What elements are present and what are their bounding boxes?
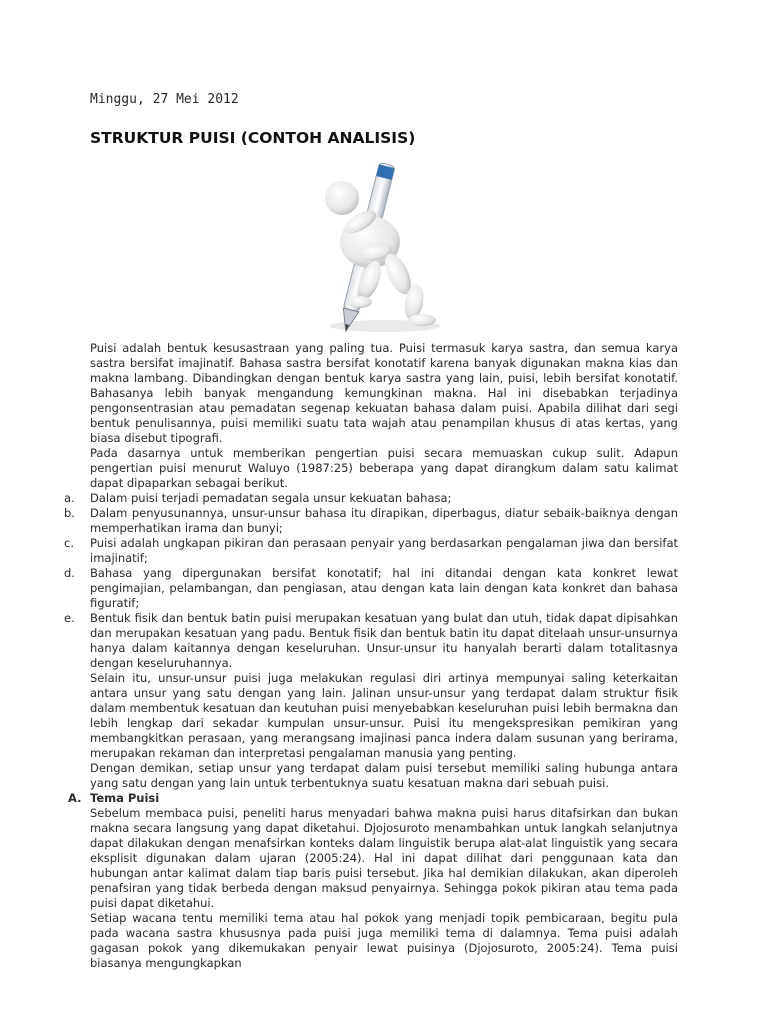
paragraph: Dengan demikan, setiap unsur yang terdapat dalam puisi tersebut memiliki saling hubunga antara yang satu dengan yang lain untuk terbentuknya suatu kesatuan makna dari sebuah puisi.	[90, 761, 678, 790]
list-item	[64, 566, 678, 611]
paragraph: Selain itu, unsur-unsur puisi juga melakukan regulasi diri artinya mempunyai saling keterkaitan antara unsur yang satu dengan yang lain. Jalinan unsur-unsur yang terdapat dalam struktur fisik dalam membentuk kesatuan dan keutuhan puisi menyebabkan keseluruhan puisi lebih bermakna dan lebih lengkap dari sekadar kumpulan unsur-unsur. Puisi itu mengekspresikan pemikiran yang membangkitkan perasaan, yang merangsang imajinasi panca indera dalam susunan yang berirama, merupakan rekaman dan interpretasi pengalaman manusia yang penting.	[90, 671, 678, 760]
definition-list	[64, 491, 678, 671]
list-item-text: Dalam puisi terjadi pemadatan segala unsur kekuatan bahasa;	[90, 491, 452, 505]
section-heading	[68, 791, 678, 806]
list-item-text: Bahasa yang dipergunakan bersifat konotatif; hal ini ditandai dengan kata konkret lewat pengimajian, pelambangan, dan pengiasan, atau dengan kata lain dengan kata konkret dan bahasa figuratif;	[90, 566, 678, 610]
paragraph: Setiap wacana tentu memiliki tema atau hal pokok yang menjadi topik pembicaraan, begitu pula pada wacana sastra khususnya pada puisi juga memiliki tema di dalamnya. Tema puisi adalah gagasan pokok yang dikemukakan penyair lewat puisinya (Djojosuroto, 2005:24). Tema puisi biasanya mengungkapkan	[90, 911, 678, 970]
paragraph: Sebelum membaca puisi, peneliti harus menyadari bahwa makna puisi harus ditafsirkan dan bukan makna secara langsung yang dapat diketahui. Djojosuroto menambahkan untuk langkah selanjutnya dapat dilakukan dengan menafsirkan konteks dalam linguistik berupa alat-alat linguistik yang secara eksplisit digunakan dalam ujaran (2005:24). Hal ini dapat dilihat dari penggunaan kata dan hubungan antar kalimat dalam tiap baris puisi tersebut. Jika hal demikian dilakukan, akan diperoleh penafsiran yang tidak berbeda dengan maksud penyairnya. Sehingga pokok pikiran atau tema pada puisi dapat diketahui.	[90, 806, 678, 910]
list-item-text: Dalam penyusunannya, unsur-unsur bahasa itu dirapikan, diperbagus, diatur sebaik-baiknya dengan memperhatikan irama dan bunyi;	[90, 506, 678, 535]
section-marker: A.	[68, 791, 82, 805]
list-item	[64, 506, 678, 536]
paragraph: Pada dasarnya untuk memberikan pengertian puisi secara memuaskan cukup sulit. Adapun pengertian puisi menurut Waluyo (1987:25) beberapa yang dapat dirangkum dalam satu kalimat dapat dipaparkan sebagai berikut.	[90, 446, 678, 490]
list-marker: b.	[64, 506, 75, 520]
page-title: STRUKTUR PUISI (CONTOH ANALISIS)	[90, 129, 416, 147]
figure-with-pen-icon	[290, 152, 480, 337]
list-item-text: Puisi adalah ungkapan pikiran dan perasaan penyair yang berdasarkan pengalaman jiwa dan bersifat imajinatif;	[90, 536, 678, 565]
list-marker: a.	[64, 491, 75, 505]
list-marker: e.	[64, 611, 75, 625]
illustration-figure-with-pen	[290, 152, 480, 337]
list-marker: d.	[64, 566, 75, 580]
list-item	[64, 536, 678, 566]
post-date: Minggu, 27 Mei 2012	[90, 92, 239, 107]
list-item	[64, 611, 678, 671]
list-item-text: Bentuk fisik dan bentuk batin puisi merupakan kesatuan yang bulat dan utuh, tidak dapat dipisahkan dan merupakan kesatuan yang padu. Bentuk fisik dan bentuk batin itu dapat ditelaah unsur-unsurnya hanya dalam kaitannya dengan keseluruhan. Unsur-unsur itu hanyalah berarti dalam totalitasnya dengan keseluruhannya.	[90, 611, 678, 670]
paragraph: Puisi adalah bentuk kesusastraan yang paling tua. Puisi termasuk karya sastra, dan semua karya sastra bersifat imajinatif. Bahasa sastra bersifat konotatif karena banyak digunakan makna kias dan makna lambang. Dibandingkan dengan bentuk karya sastra yang lain, puisi, lebih bersifat konotatif. Bahasanya lebih banyak mengandung kemungkinan makna. Hal ini disebabkan terjadinya pengonsentrasian atau pemadatan segenap kekuatan bahasa dalam puisi. Apabila dilihat dari segi bentuk penulisannya, puisi memiliki suatu tata wajah atau penampilan khusus di atas kertas, yang biasa disebut tipografi.	[90, 341, 678, 445]
list-item	[64, 491, 678, 506]
section-heading-text: Tema Puisi	[90, 791, 160, 805]
list-marker: c.	[64, 536, 74, 550]
article-body	[64, 341, 678, 971]
